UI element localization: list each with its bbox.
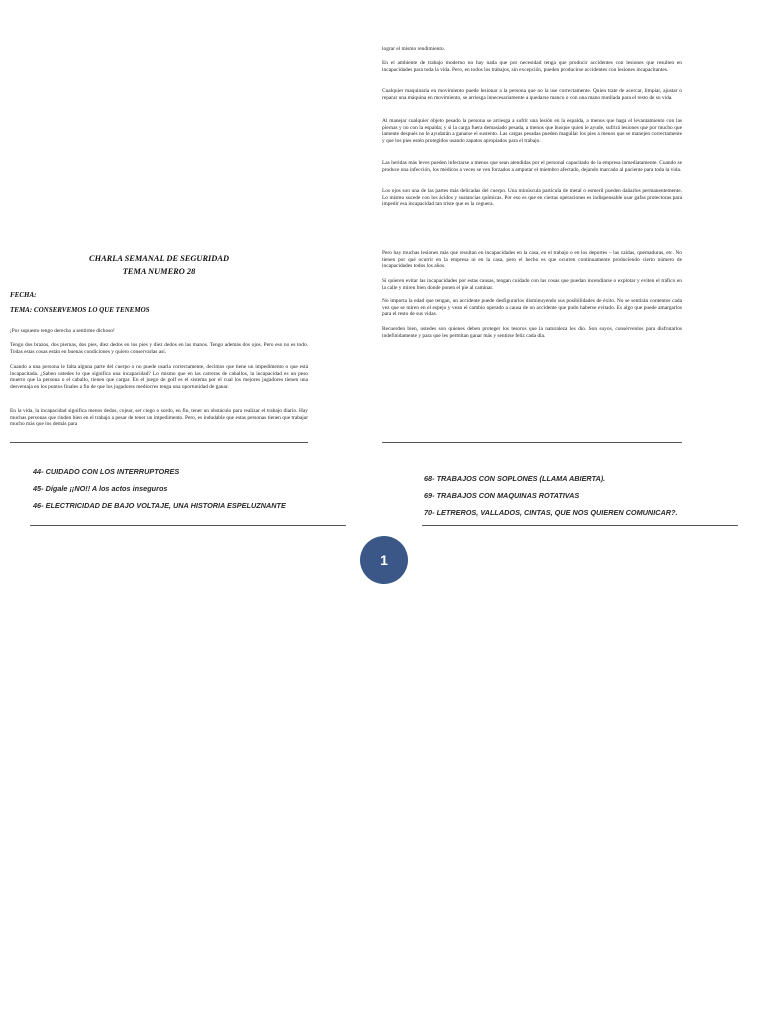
right-page [372,42,694,462]
left-page [0,236,318,450]
document-title: CHARLA SEMANAL DE SEGURIDAD [88,254,229,263]
paragraph: lograr el mismo rendimiento. [382,46,445,52]
list-item: 69- TRABAJOS CON MAQUINAS ROTATIVAS [424,491,580,500]
list-item: 44- CUIDADO CON LOS INTERRUPTORES [33,467,180,476]
list-item: 68- TRABAJOS CON SOPLONES (LLAMA ABIERTA). [424,474,606,483]
topic-list-right [424,474,678,525]
list-item: 46- ELECTRICIDAD DE BAJO VOLTAJE, UNA HISTORIA ESPELUZNANTE [33,501,286,510]
divider-line [30,525,346,526]
topic-label: TEMA: CONSERVEMOS LO QUE TENEMOS [10,306,150,314]
paragraph: Al manejar cualquier objeto pesado la persona se arriesga a sufrir una lesión en la espalda, a menos que haga el levantamiento con las piernas y no con la espalda; y si la carga fuera demasiado pesada, a menos que busque quien le ayude, sufrirá lesiones que por mucho que lamente después no le ayudarán a ganarse el sustento. Las cargas pesadas pueden magullar los pies a menos que se manejen correctamente y que los pies estén protegidos usando zapatos apropiados para el trabajo. [382,118,682,144]
paragraph: Tengo dos brazos, dos piernas, dos pies, diez dedos en los pies y diez dedos en las manos. Tengo además dos ojos. Pero eso no es todo. Todas estas cosas están en buenas condiciones y quiero conservarlas así. [10,342,308,355]
heading-block [0,252,318,278]
paragraph: En la vida, la incapacidad significa menos dedos, cojear, ser ciego o sordo, en fin, tener un obstáculo para realizar el trabajo diario. Hay muchas personas que rinden bien en el trabajo a pesar de tener un impedimento. Pero, es indudable que estas personas tienen que trabajar mucho más que los demás para [10,408,308,428]
list-item: 70- LETREROS, VALLADOS, CINTAS, QUE NOS QUIEREN COMUNICAR?. [424,508,678,517]
divider-line [10,442,308,443]
topic-number: TEMA NUMERO 28 [122,267,196,276]
paragraph: Pero hay muchas lesiones más que resultan en incapacidades en la casa, en el trabajo o en los deportes – las caídas, quemaduras, etc. No tienen por qué ocurrir en la empresa ni en la casa, pero el hecho es que ocurren continuamente produciendo cierto número de incapacidades todos los años. [382,250,682,270]
paragraph: Cualquier maquinaria en movimiento puede lesionar a la persona que no la use correctamente. Quien trate de acercar, limpiar, ajustar o reparar una máquina en movimiento, se arriesga innecesariamente a quedarse manco o con una mano mutilada para el resto de su vida. [382,88,682,101]
paragraph: Si quieren evitar las incapacidades por estas causas, tengan cuidado con las cosas que puedan incendiarse o explotar y eviten el tráfico en la calle y miren bien donde ponen el pie al caminar. [382,278,682,291]
divider-line [422,525,738,526]
date-label: FECHA: [10,291,37,299]
paragraph: ¡Por supuesto tengo derecho a sentirme dichoso! [10,328,115,334]
list-item: 45- Dígale ¡¡NO!! A los actos inseguros [33,484,168,493]
paragraph: Los ojos son una de las partes más delicadas del cuerpo. Una minúscula partícula de metal o esmeril pueden dañarlos permanentemente. Lo mismo sucede con los ácidos y sustancias químicas. Por eso es que en ciertas operaciones es indispensable usar gafas protectoras para impedir esa incapacidad tan triste que es la ceguera. [382,188,682,208]
paragraph: Las heridas más leves pueden infectarse a menos que sean atendidas por el personal capacitado de la empresa inmediatamente. Cuando se produce una infección, los médicos a veces se ven forzados a amputar el miembro afectado, dejando marcado al paciente para toda la vida. [382,160,682,173]
paragraph: Cuando a una persona le falta alguna parte del cuerpo o no puede usarla correctamente, decimos que tiene un impedimento o que está incapacitada. ¿Saben ustedes lo que significa una incapacidad? Lo mismo que en las carreras de caballos, la incapacidad es un peso muerto que la persona o el caballo, tienen que cargar. En el juego de golf es el sistema por el cual los mejores jugadores tienen una desventaja en los puntos finales a fin de que los jugadores mediocres tenga una oportunidad de ganar. [10,364,308,390]
paragraph: En el ambiente de trabajo moderno no hay nada que por necesidad tenga que producir accidentes con lesiones que resulten en incapacidades para toda la vida. Pero, en todos los trabajos, sin excepción, pueden producirse accidentes con lesiones incapacitantes. [382,60,682,73]
divider-line [382,442,682,443]
paragraph: No importa la edad que tengan, un accidente puede desfigurarlos disminuyendo sus posibilidades de éxito. No se sentirán contentos cada vez que se miren en el espejo y vean el cambio operado a causa de un accidente que pudo haberse evitado. Es algo que puede amargarlos para el resto de sus vidas. [382,298,682,318]
topic-list-left [33,467,286,518]
paragraph: Recuerden bien, ustedes son quienes deben proteger los tesoros que la naturaleza les dio. Son suyos, consérvenlos para disfrutarlos indefinidamente y para que les permitan ganar más y sentirse feliz cada día. [382,326,682,339]
page-number-badge: 1 [360,536,408,584]
